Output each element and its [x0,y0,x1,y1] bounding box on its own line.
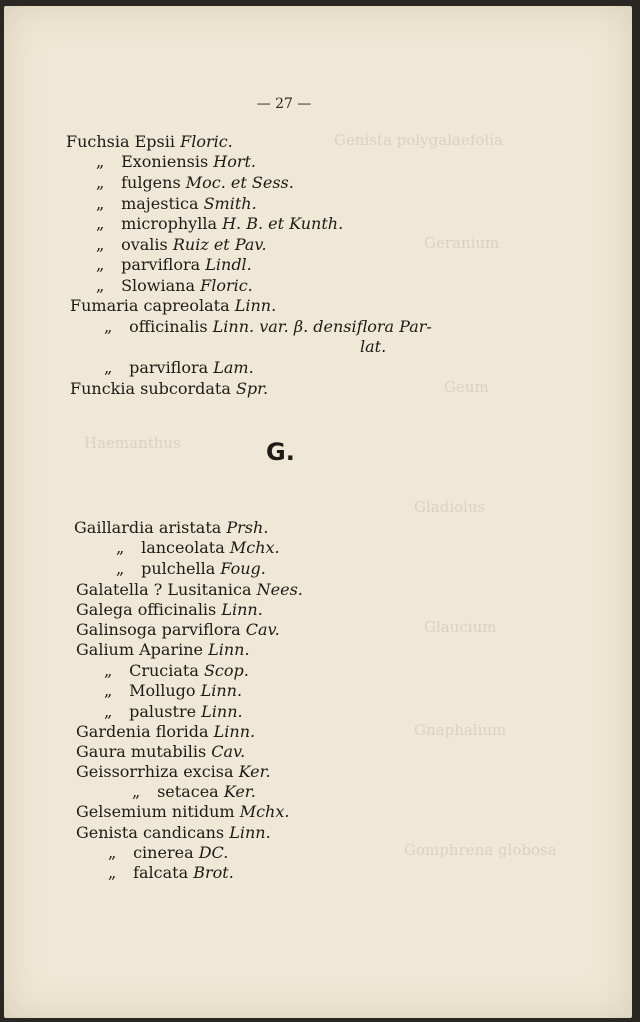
bleed-through-text: Geum [444,378,489,396]
entry-fuchsia-parviflora: „ parviflora Lindl. [96,255,252,274]
ditto-mark: „ [132,782,141,801]
entry-galium-aparine: Galium Aparine Linn. [76,640,250,659]
entry-galatella-lusitanica: Galatella ? Lusitanica Nees. [76,580,303,599]
ditto-mark: „ [104,681,113,700]
ditto-mark: „ [96,173,105,192]
bleed-through-text: Genista polygalaefolia [334,131,503,149]
bleed-through-text: Gomphrena globosa [404,841,557,859]
entry-fuchsia-ovalis: „ ovalis Ruiz et Pav. [96,235,267,254]
bleed-through-text: Gnaphalium [414,721,507,739]
entry-galium-cruciata: „ Cruciata Scop. [104,661,249,680]
entry-gardenia-florida: Gardenia florida Linn. [76,722,256,741]
ditto-mark: „ [96,255,105,274]
entry-fuchsia-majestica: „ majestica Smith. [96,194,257,213]
bleed-through-text: Haemanthus [84,434,181,452]
ditto-mark: „ [96,214,105,233]
entry-gaillardia-lanceolata: „ lanceolata Mchx. [116,538,280,557]
entry-geissorrhiza-setacea: „ setacea Ker. [132,782,256,801]
entry-fuchsia-slowiana: „ Slowiana Floric. [96,276,253,295]
ditto-mark: „ [108,863,117,882]
entry-gaura-mutabilis: Gaura mutabilis Cav. [76,742,246,761]
ditto-mark: „ [96,276,105,295]
entry-galega-officinalis: Galega officinalis Linn. [76,600,263,619]
entry-gaillardia-pulchella: „ pulchella Foug. [116,559,266,578]
ditto-mark: „ [104,317,113,336]
ditto-mark: „ [116,538,125,557]
ditto-mark: „ [116,559,125,578]
ditto-mark: „ [96,152,105,171]
entry-fumaria-capreolata: Fumaria capreolata Linn. [70,296,277,315]
ditto-mark: „ [104,358,113,377]
book-page [4,6,632,1018]
entry-fumaria-officinalis: „ officinalis Linn. var. β. densiflora Par- [104,317,432,336]
entry-genista-cinerea: „ cinerea DC. [108,843,229,862]
entry-galinsoga-parviflora: Galinsoga parviflora Cav. [76,620,280,639]
entry-geissorrhiza-excisa: Geissorrhiza excisa Ker. [76,762,271,781]
ditto-mark: „ [104,702,113,721]
section-letter: G. [266,438,295,466]
entry-fuchsia-fulgens: „ fulgens Moc. et Sess. [96,173,294,192]
entry-genista-candicans: Genista candicans Linn. [76,823,271,842]
page-number: — 27 — [256,96,312,112]
entry-fuchsia-epsii [66,132,233,152]
entry-gelsemium-nitidum: Gelsemium nitidum Mchx. [76,802,290,821]
ditto-mark: „ [96,194,105,213]
entry-fumaria-parviflora: „ parviflora Lam. [104,358,254,377]
entry-galium-palustre: „ palustre Linn. [104,702,243,721]
entry-genista-falcata: „ falcata Brot. [108,863,234,882]
bleed-through-text: Geranium [424,234,500,252]
bleed-through-text: Glaucium [424,618,497,636]
ditto-mark: „ [104,661,113,680]
entry-gaillardia-aristata: Gaillardia aristata Prsh. [74,518,269,537]
ditto-mark: „ [108,843,117,862]
entry-fuchsia-exoniensis: „ Exoniensis Hort. [96,152,257,171]
bleed-through-text: Gladiolus [414,498,486,516]
entry-fuchsia-microphylla: „ microphylla H. B. et Kunth. [96,214,344,233]
entry-funckia-subcordata: Funckia subcordata Spr. [70,379,269,398]
entry-fumaria-officinalis-continued: lat. [360,337,387,356]
authority: Floric. [180,132,233,151]
genus-species: Fuchsia Epsii [66,132,175,151]
entry-galium-mollugo: „ Mollugo Linn. [104,681,243,700]
ditto-mark: „ [96,235,105,254]
